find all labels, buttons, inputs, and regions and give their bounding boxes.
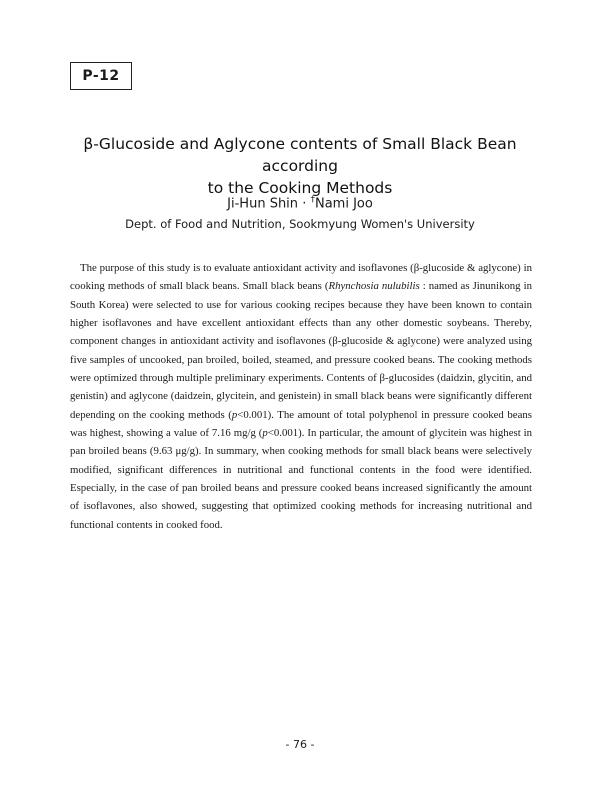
author-separator: · bbox=[302, 196, 307, 212]
title-line-2: to the Cooking Methods bbox=[207, 179, 393, 197]
affiliation: Dept. of Food and Nutrition, Sookmyung Women's University bbox=[125, 217, 475, 231]
authors bbox=[60, 195, 540, 211]
species-name: Rhynchosia nulubilis bbox=[328, 280, 420, 293]
abstract-text-1: The purpose of this study is to evaluate antioxidant activity and isoflavones (β-glucoside & aglycone) in cooking methods of small black beans. Small black beans ( bbox=[70, 262, 532, 293]
abstract-text-4: <0.001). In particular, the amount of glycitein was highest in pan broiled beans (9.63 μg/g). In summary, when cooking methods for small black beans were selectively modified, significant differences in nutritional and functional contents in the food were identified. Especially, in the case of pan broiled beans and pressure cooked beans increased significantly the amount of isoflavones, also showed, suggesting that optimized cooking methods for increasing nutritional and functional contents in cooked food. bbox=[70, 427, 532, 531]
p-value-symbol: p bbox=[231, 408, 238, 421]
abstract-text-2: : named as Jinunikong in South Korea) were selected to use for various cooking recipes because they have been known to contain higher isoflavones and have excellent antioxidant effects than any other domestic soybeans. Thereby, component changes in antioxidant activity and isoflavones (β-glucoside & aglycone) were analyzed using five samples of uncooked, pan broiled, boiled, steamed, and pressure cooked beans. The cooking methods were optimized through multiple preliminary experiments. Contents of β-glucosides (daidzin, glycitin, and genistin) and aglycone (daidzein, glycitein, and genistein) in small black beans were significantly different depending on the cooking methods ( bbox=[70, 280, 532, 421]
page-number: - 76 - bbox=[285, 738, 315, 751]
corresponding-author-mark: † bbox=[310, 195, 315, 205]
abstract-text-3: <0.001). The amount of total polyphenol in pressure cooked beans was highest, showing a value of 7.16 mg/g ( bbox=[70, 408, 532, 440]
author-first: Ji-Hun Shin bbox=[227, 196, 299, 212]
author-second: Nami Joo bbox=[314, 196, 373, 212]
poster-number-badge: P-12 bbox=[70, 62, 132, 90]
paper-title bbox=[60, 133, 540, 199]
title-line-1: β-Glucoside and Aglycone contents of Small Black Bean according bbox=[83, 135, 517, 175]
p-value-symbol: p bbox=[262, 427, 268, 440]
abstract-paragraph bbox=[70, 259, 532, 534]
